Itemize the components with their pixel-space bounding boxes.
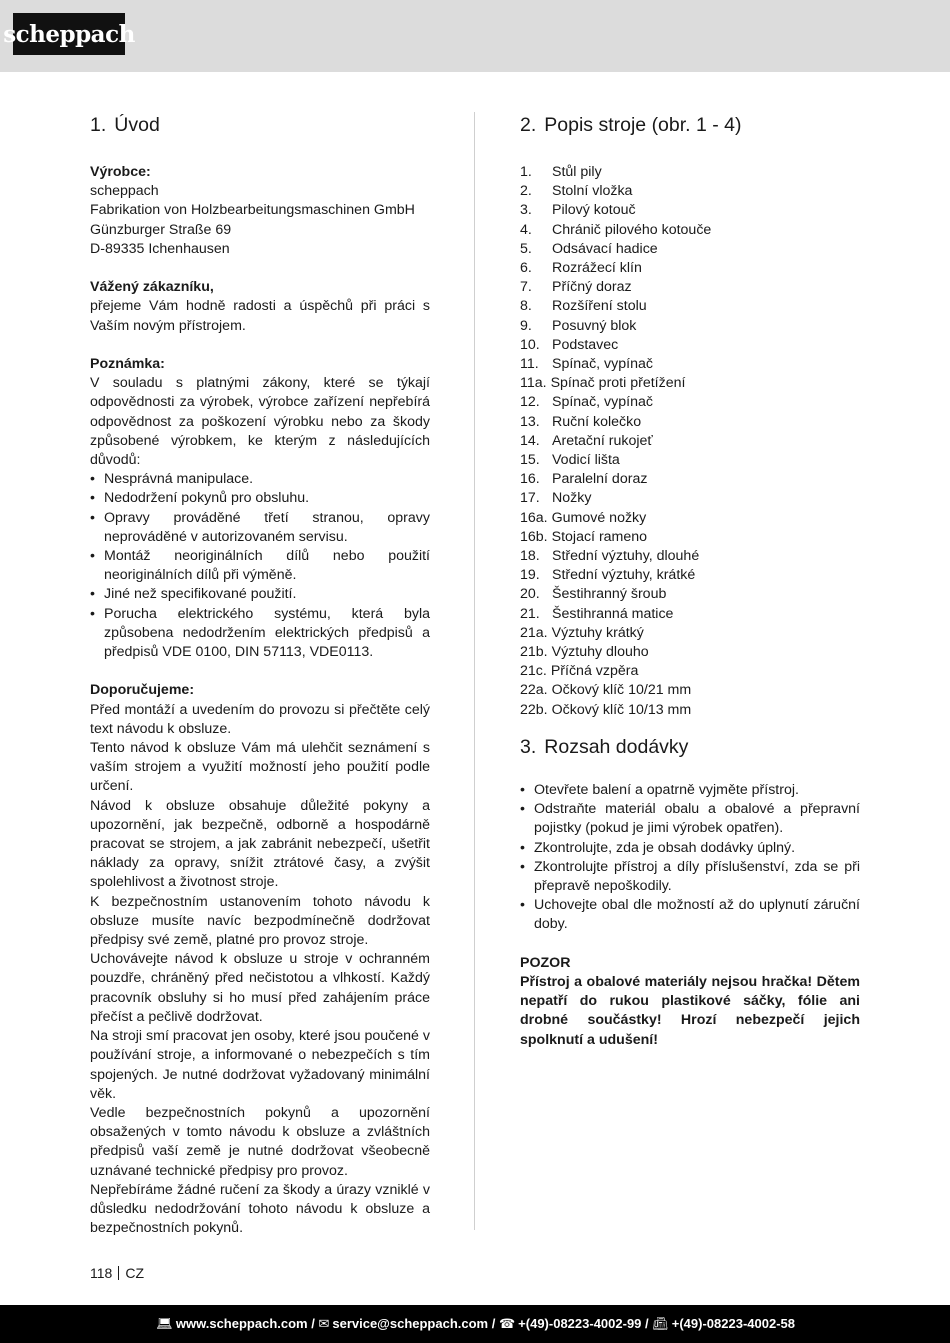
parts-list-label: Výztuhy dlouho: [551, 644, 649, 661]
parts-list-item: [520, 355, 860, 374]
column-divider: [474, 112, 475, 1230]
parts-list-number: 15.: [520, 452, 540, 469]
parts-list-label: Šestihranný šroub: [552, 586, 667, 603]
fax-icon: 📠︎: [652, 1316, 669, 1331]
parts-list-label: Odsávací hadice: [552, 240, 658, 257]
recommend-paragraph: Uchovávejte návod k obsluze u stroje v ochranném pouzdře, chráněný před nečistotou a vlhkostí. Každý pracovník obsluhy si ho musí před zahájením práce přečíst a pečlivě dodržovat.: [90, 951, 430, 1025]
parts-list-number: 3.: [520, 202, 532, 219]
parts-list-item: [520, 470, 860, 489]
parts-list-number: 11.: [520, 356, 539, 373]
parts-list-item: [520, 374, 860, 393]
parts-list-number: 7.: [520, 279, 532, 296]
warning-text: Přístroj a obalové materiály nejsou hračka! Dětem nepatří do rukou plastikové sáčky, fólie ani drobné součástky! Hrozí nebezpečí jejich spolknutí a udušení!: [520, 973, 860, 1048]
parts-list-label: Aretační rukojeť: [552, 432, 653, 449]
left-column: [90, 112, 430, 1238]
parts-list-label: Gumové nožky: [551, 509, 647, 526]
parts-list-item: [520, 701, 860, 720]
note-text: V souladu s platnými zákony, které se týkají odpovědnosti za výrobek, výrobce zařízení nepřebírá odpovědnost za poškození výrobku nebo za škody způsobené výrobkem, ke kterým z následujících důvodů:: [90, 375, 430, 469]
parts-list-item: [520, 163, 860, 182]
recommend-paragraph: Vedle bezpečnostních pokynů a upozornění obsažených v tomto návodu k obsluze a zvláštních předpisů vaší země je nutné dodržovat všeobecně uznávané technické předpisy pro provoz.: [90, 1104, 430, 1179]
parts-list-item: [520, 643, 860, 662]
parts-list-item: [520, 605, 860, 624]
parts-list-item: [520, 336, 860, 355]
manufacturer-line: scheppach: [90, 183, 159, 200]
website-link[interactable]: www.scheppach.com /: [175, 1316, 315, 1331]
parts-list-label: Posuvný blok: [552, 317, 637, 334]
parts-list-number: 18.: [520, 548, 540, 565]
parts-list-number: 21a.: [520, 624, 548, 641]
recommend-label: Doporučujeme:: [90, 682, 195, 699]
parts-list-label: Střední výztuhy, dlouhé: [552, 548, 700, 565]
parts-list-item: [520, 393, 860, 412]
recommend-paragraph: Návod k obsluze obsahuje důležité pokyny a upozornění, jak bezpečně, odborně a hospodárně pracovat se strojem, a jak zabránit nebezpečí, ušetřit náklady za opravy, snížit ztrátové časy, a zvýšit spolehlivost a životnost stroje.: [90, 797, 430, 891]
note-bullet: • Opravy prováděné třetí stranou, opravy neprováděné v autorizovaném servisu.: [90, 509, 430, 547]
parts-list-item: [520, 451, 860, 470]
parts-list-label: Očkový klíč 10/13 mm: [551, 701, 692, 718]
scheppach-logo: scheppach: [13, 13, 125, 55]
parts-list-number: 22b.: [520, 701, 548, 718]
parts-list-label: Výztuhy krátký: [551, 624, 644, 641]
parts-list-number: 21b.: [520, 644, 548, 661]
recommend-paragraph: Nepřebíráme žádné ručení za škody a úrazy vzniklé v důsledku nedodržování tohoto návodu k obsluze a bezpečnostních pokynů.: [90, 1181, 430, 1237]
note-bullet: • Montáž neoriginálních dílů nebo použití neoriginálních dílů při výměně.: [90, 547, 430, 585]
greeting-text: přejeme Vám hodně radosti a úspěchů při práci s Vaším novým přístrojem.: [90, 298, 430, 334]
note-bullets: [90, 470, 430, 662]
parts-list-label: Pilový kotouč: [552, 202, 636, 219]
note-bullet: • Porucha elektrického systému, která byla způsobena nedodržením elektrických předpisů a předpisů VDE 0100, DIN 57113, VDE0113.: [90, 605, 430, 663]
delivery-bullet: • Otevřete balení a opatrně vyjměte přístroj.: [520, 781, 860, 800]
parts-list-label: Stojací rameno: [551, 528, 648, 545]
parts-list-item: [520, 528, 860, 547]
parts-list-item: [520, 221, 860, 240]
parts-list-item: [520, 432, 860, 451]
fax-number: +(49)-08223-4002-58: [671, 1316, 795, 1331]
mail-icon: ✉︎: [318, 1316, 330, 1331]
recommend-paragraph: K bezpečnostním ustanovením tohoto návodu k obsluze musíte navíc bezpodmínečně dodržovat předpisy své země, platné pro provoz stroje.: [90, 893, 430, 949]
parts-list-item: [520, 509, 860, 528]
computer-icon: 💻︎: [156, 1316, 173, 1331]
parts-list-number: 9.: [520, 317, 532, 334]
parts-list-item: [520, 182, 860, 201]
right-column: [520, 112, 860, 1050]
parts-list-number: 5.: [520, 240, 532, 257]
manufacturer-line: D-89335 Ichenhausen: [90, 240, 230, 257]
delivery-bullet: • Zkontrolujte přístroj a díly příslušenství, zda se při přepravě nepoškodily.: [520, 858, 860, 896]
parts-list-item: [520, 278, 860, 297]
section-description-heading: 2. Popis stroje (obr. 1 - 4): [520, 114, 742, 136]
parts-list-label: Příčná vzpěra: [550, 663, 639, 680]
parts-list-item: [520, 317, 860, 336]
parts-list-number: 10.: [520, 336, 540, 353]
parts-list-item: [520, 566, 860, 585]
parts-list-number: 19.: [520, 567, 540, 584]
parts-list-item: [520, 489, 860, 508]
parts-list-label: Chránič pilového kotouče: [552, 221, 712, 238]
parts-list-number: 16b.: [520, 528, 548, 545]
parts-list-item: [520, 547, 860, 566]
recommend-paragraph: Před montáží a uvedením do provozu si přečtěte celý text návodu k obsluze.: [90, 701, 430, 737]
manufacturer-line: Fabrikation von Holzbearbeitungsmaschinen GmbH: [90, 202, 415, 219]
parts-list-item: [520, 201, 860, 220]
parts-list-item: [520, 662, 860, 681]
parts-list-number: 8.: [520, 298, 532, 315]
section-delivery-heading: 3. Rozsah dodávky: [520, 735, 689, 758]
parts-list-item: [520, 624, 860, 643]
parts-list-label: Střední výztuhy, krátké: [552, 567, 696, 584]
delivery-bullets: [520, 781, 860, 935]
page-separator: [118, 1266, 119, 1280]
parts-list-label: Spínač, vypínač: [552, 356, 653, 373]
parts-list-number: 12.: [520, 394, 540, 411]
parts-list-label: Spínač, vypínač: [552, 394, 653, 411]
parts-list-number: 20.: [520, 586, 540, 603]
parts-list-number: 4.: [520, 221, 532, 238]
phone-icon: ☎︎: [498, 1316, 516, 1331]
parts-list-label: Podstavec: [552, 336, 619, 353]
parts-list-label: Rozrážecí klín: [552, 260, 642, 277]
note-bullet: • Nesprávná manipulace.: [90, 470, 430, 489]
parts-list-item: [520, 681, 860, 700]
parts-list-label: Spínač proti přetížení: [550, 375, 686, 392]
page-number: 118: [90, 1265, 113, 1281]
parts-list-number: 21.: [520, 605, 540, 622]
phone-number: +(49)-08223-4002-99 /: [518, 1316, 649, 1331]
contact-bar: [0, 1305, 950, 1343]
greeting-label: Vážený zákazníku,: [90, 279, 214, 296]
delivery-bullet: • Odstraňte materiál obalu a obalové a přepravní pojistky (pokud je jimi výrobek opatřen).: [520, 800, 860, 838]
parts-list-number: 17.: [520, 490, 540, 507]
parts-list-number: 14.: [520, 432, 540, 449]
note-label: Poznámka:: [90, 356, 165, 372]
parts-list-label: Rozšíření stolu: [552, 298, 647, 315]
recommend-paragraph: Na stroji smí pracovat jen osoby, které jsou poučené v používání stroje, a informované o nebezpečích s tím spojených. Je nutné dodržovat vyžadovaný minimální věk.: [90, 1028, 430, 1102]
parts-list-item: [520, 259, 860, 278]
parts-list-number: 21c.: [520, 663, 547, 680]
delivery-bullet: • Zkontrolujte, zda je obsah dodávky úplný.: [520, 839, 860, 858]
parts-list-label: Nožky: [552, 490, 592, 507]
parts-list-label: Šestihranná matice: [552, 605, 674, 622]
delivery-bullet: • Uchovejte obal dle možností až do uplynutí záruční doby.: [520, 896, 860, 934]
parts-list-label: Stůl pily: [552, 164, 602, 180]
header-band: [0, 0, 950, 72]
parts-list-label: Příčný doraz: [552, 279, 632, 296]
page-footer: [90, 1265, 144, 1281]
manufacturer-label: Výrobce:: [90, 164, 151, 180]
parts-list-number: 16.: [520, 471, 540, 488]
parts-list-number: 13.: [520, 413, 540, 430]
parts-list-label: Vodicí lišta: [552, 452, 620, 469]
warning-label: POZOR: [520, 954, 571, 971]
parts-list-number: 2.: [520, 183, 532, 200]
recommend-paragraph: Tento návod k obsluze Vám má ulehčit seznámení s vaším strojem a využití možností jeho použití podle určení.: [90, 740, 430, 795]
parts-list-number: 16a.: [520, 509, 548, 526]
parts-list-number: 1.: [520, 164, 532, 180]
parts-list-number: 22a.: [520, 682, 548, 699]
parts-list-label: Ruční kolečko: [552, 413, 642, 430]
parts-list-item: [520, 240, 860, 259]
parts-list-label: Stolní vložka: [552, 183, 633, 200]
parts-list-number: 6.: [520, 260, 532, 277]
parts-list: [520, 163, 860, 720]
parts-list-number: 11a.: [520, 375, 547, 392]
manufacturer-line: Günzburger Straße 69: [90, 221, 232, 238]
note-bullet: • Jiné než specifikované použití.: [90, 585, 430, 604]
email-link[interactable]: service@scheppach.com /: [332, 1316, 496, 1331]
parts-list-item: [520, 297, 860, 316]
parts-list-label: Očkový klíč 10/21 mm: [551, 682, 692, 699]
parts-list-label: Paralelní doraz: [552, 471, 648, 488]
note-bullet: • Nedodržení pokynů pro obsluhu.: [90, 489, 430, 508]
language-code: CZ: [125, 1265, 144, 1281]
parts-list-item: [520, 585, 860, 604]
parts-list-item: [520, 413, 860, 432]
section-intro-heading: 1. Úvod: [90, 114, 160, 136]
